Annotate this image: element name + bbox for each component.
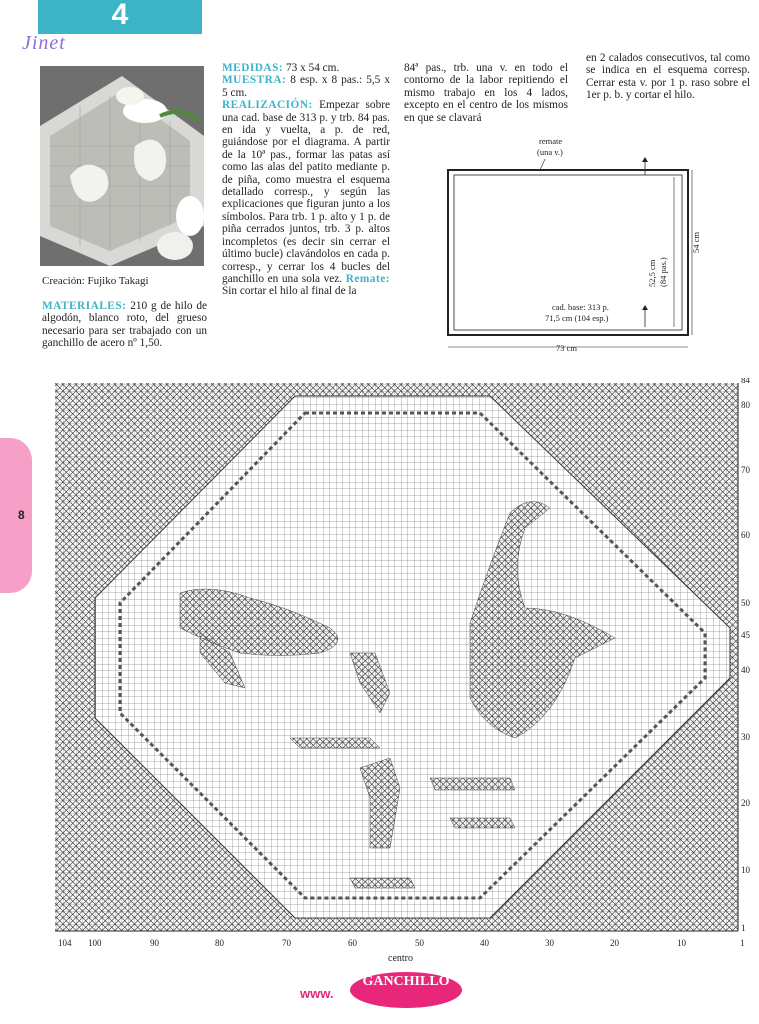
chart-bottom-label: 90 — [150, 938, 159, 948]
medidas-label: MEDIDAS: — [222, 62, 284, 74]
chart-bottom-label: 100 — [88, 938, 102, 948]
centro-label: centro — [388, 953, 413, 964]
chart-bottom-label: 60 — [348, 938, 357, 948]
chart-bottom-label: 80 — [215, 938, 224, 948]
schematic-height-inner: 52,5 cm — [647, 259, 657, 287]
page-number: 4 — [111, 0, 129, 31]
chart-bottom-label: 40 — [480, 938, 489, 948]
chart-right-label: 70 — [741, 465, 750, 475]
watermark: Jinet — [22, 32, 66, 54]
final-column: en 2 calados consecutivos, tal como se indica en el esquema corresp. Cerrar esta v. por 1 p. raso sobre el 1er p. b. y cortar el hilo. — [586, 52, 750, 102]
product-photo — [40, 66, 204, 266]
realizacion-text: Empezar sobre una cad. base de 313 p. y trb. 84 pas. en ida y vuelta, a p. de red, guiándose por el diagrama. A partir de la 10ª pas., formar las patas así como las alas del patito mediante p. de piña, como muestra el esquema detallado corresp., y según las explicaciones que figuran junto a los símbolos. Para trb. 1 p. alto y 1 p. de piña cerrados juntos, trb. 3 p. altos incompletos (es decir sin cerrar el último bucle) clavándolos en cada p. corresp., y cerrar los 4 bucles del ganchillo en una sola vez. — [222, 99, 390, 285]
schematic-width: 73 cm — [556, 343, 578, 353]
muestra-label: MUESTRA: — [222, 74, 287, 87]
size-schematic — [440, 135, 720, 360]
muestra-text: 8 esp. x 8 pas.: 5,5 x 5 cm. — [222, 74, 390, 99]
chart-bottom-label: 30 — [545, 938, 554, 948]
chart-right-label: 40 — [741, 665, 750, 675]
chart-bottom-label: 10 — [677, 938, 686, 948]
schematic-remate: remate — [539, 136, 563, 146]
materials-text: 210 g de hilo de algodón, blanco roto, del grueso necesario para ser trabajado con un ganchillo de acero nº 1,50. — [42, 300, 207, 350]
chart-bottom-label: 104 — [58, 938, 72, 948]
chart-right-label: 50 — [741, 598, 750, 608]
chart-right-label: 1 — [741, 923, 746, 933]
remate-text: Sin cortar el hilo al final de la — [222, 285, 357, 298]
schematic-height-inner-sub: (84 pas.) — [658, 257, 668, 287]
ganchillo-logo: GANCHILLO — [350, 972, 462, 1008]
chart-right-label: 80 — [741, 400, 750, 410]
schematic-height-outer: 54 cm — [691, 231, 701, 253]
chart-bottom-label: 1 — [740, 938, 745, 948]
chart-right-label: 10 — [741, 865, 750, 875]
chart-bottom-label: 70 — [282, 938, 291, 948]
page-number-tab — [38, 0, 202, 34]
chart-right-label: 60 — [741, 530, 750, 540]
chart-right-label: 84 — [741, 378, 750, 385]
materials-label: MATERIALES: — [42, 300, 127, 312]
realizacion-label: REALIZACIÓN: — [222, 99, 313, 112]
schematic-base-2: 71,5 cm (104 esp.) — [545, 313, 609, 323]
schematic-base-1: cad. base: 313 p. — [552, 302, 609, 312]
chart-right-label: 30 — [741, 732, 750, 742]
chart-right-label: 45 — [741, 630, 750, 640]
footer-www: www. — [300, 986, 334, 1001]
chart-right-label: 20 — [741, 798, 750, 808]
materials-paragraph — [42, 300, 207, 350]
creation-credit: Creación: Fujiko Takagi — [42, 275, 149, 287]
remate-label: Remate: — [345, 272, 390, 285]
chart-bottom-label: 50 — [415, 938, 424, 948]
side-tab — [0, 438, 32, 593]
instructions-column — [222, 62, 390, 298]
filet-crochet-diagram — [50, 378, 750, 958]
continuation-column: 84ª pas., trb. una v. en todo el contorno de la labor repitiendo el mismo trabajo en los 4 lados, excepto en el centro de los mismos en que se clavará — [404, 62, 568, 124]
schematic-remate-sub: (una v.) — [537, 147, 563, 157]
chart-bottom-label: 20 — [610, 938, 619, 948]
medidas-text: 73 x 54 cm. — [283, 62, 340, 74]
side-page-number: 8 — [18, 508, 25, 522]
